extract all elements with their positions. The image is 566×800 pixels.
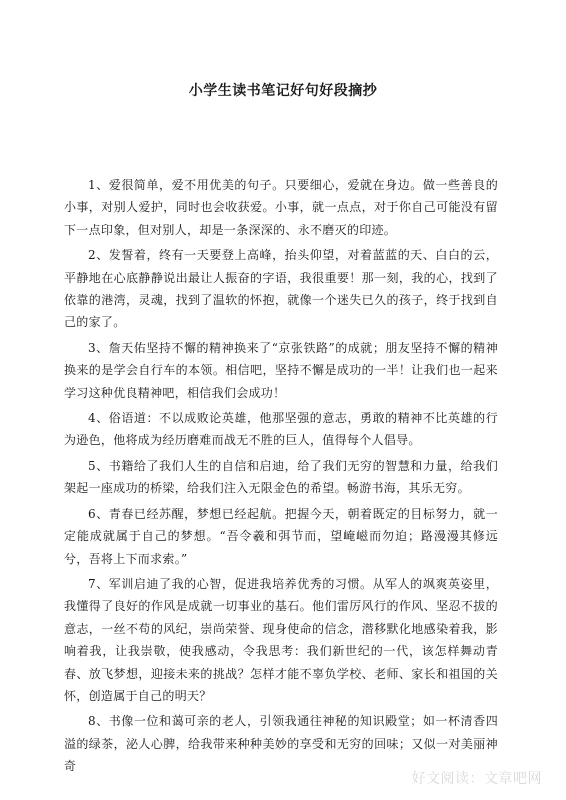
paragraph: 1、爱很简单，爱不用优美的句子。只要细心，爱就在身边。做一些善良的小事，对别人爱护，同时也会收获爱。小事，就一点点，对于你自己可能没有留下一点印象，但对别人，却是一条深深的、永不磨灭的印迹。 <box>64 178 498 237</box>
document-body <box>64 174 498 781</box>
paragraph: 7、军训启迪了我的心智，促进我培养优秀的习惯。从军人的飒爽英姿里，我懂得了良好的作风是成就一切事业的基石。他们雷厉风行的作风、坚忍不拔的意志，一丝不苟的风纪，崇尚荣誉、现身使命的信念，潜移默化地感染着我，影响着我，让我崇敬，使我感动，令我思考：我们新世纪的一代，该怎样舞动青春、放飞梦想，迎接未来的挑战？怎样才能不辜负学校、老师、家长和祖国的关怀，创造属于自己的明天？ <box>64 576 498 703</box>
paragraph: 5、书籍给了我们人生的自信和启迪，给了我们无穷的智慧和力量，给我们架起一座成功的桥梁，给我们注入无限金色的希望。畅游书海，其乐无穷。 <box>64 458 498 496</box>
site-watermark: 好文阅读：文章吧网 <box>411 771 542 787</box>
paragraph: 8、书像一位和蔼可亲的老人，引领我通往神秘的知识殿堂；如一杯清香四溢的绿茶，泌人心脾，给我带来种种美妙的享受和无穷的回味；又似一对美丽神奇 <box>64 714 498 774</box>
paragraph: 2、发誓着，终有一天要登上高峰，抬头仰望，对着蓝蓝的天、白白的云，平静地在心底静静说出最让人振奋的字语，我很重要！那一刻，我的心，找到了依靠的港湾，灵魂，找到了温软的怀抱，就像一个迷失已久的孩子，终于找到自己的家了。 <box>64 248 498 330</box>
paragraph: 4、俗语道：不以成败论英雄，他那坚强的意志，勇敢的精神不比英雄的行为逊色，他将成为经历磨难而战无不胜的巨人，值得每个人倡导。 <box>64 411 498 448</box>
document-title: 小学生读书笔记好句好段摘抄 <box>188 83 378 99</box>
paragraph: 6、青春已经苏醒，梦想已经起航。把握今天，朝着既定的目标努力，就一定能成就属于自己的梦想。“吾令羲和弭节而，望崦嵫而勿迫；路漫漫其修远兮，吾将上下而求索。” <box>64 506 498 566</box>
paragraph: 3、詹天佑坚持不懈的精神换来了“京张铁路”的成就；朋友坚持不懈的精神换来的是学会自行车的本领。相信吧，坚持不懈是成功的一半！让我们也一起来学习这种优良精神吧，相信我们会成功！ <box>64 340 498 400</box>
